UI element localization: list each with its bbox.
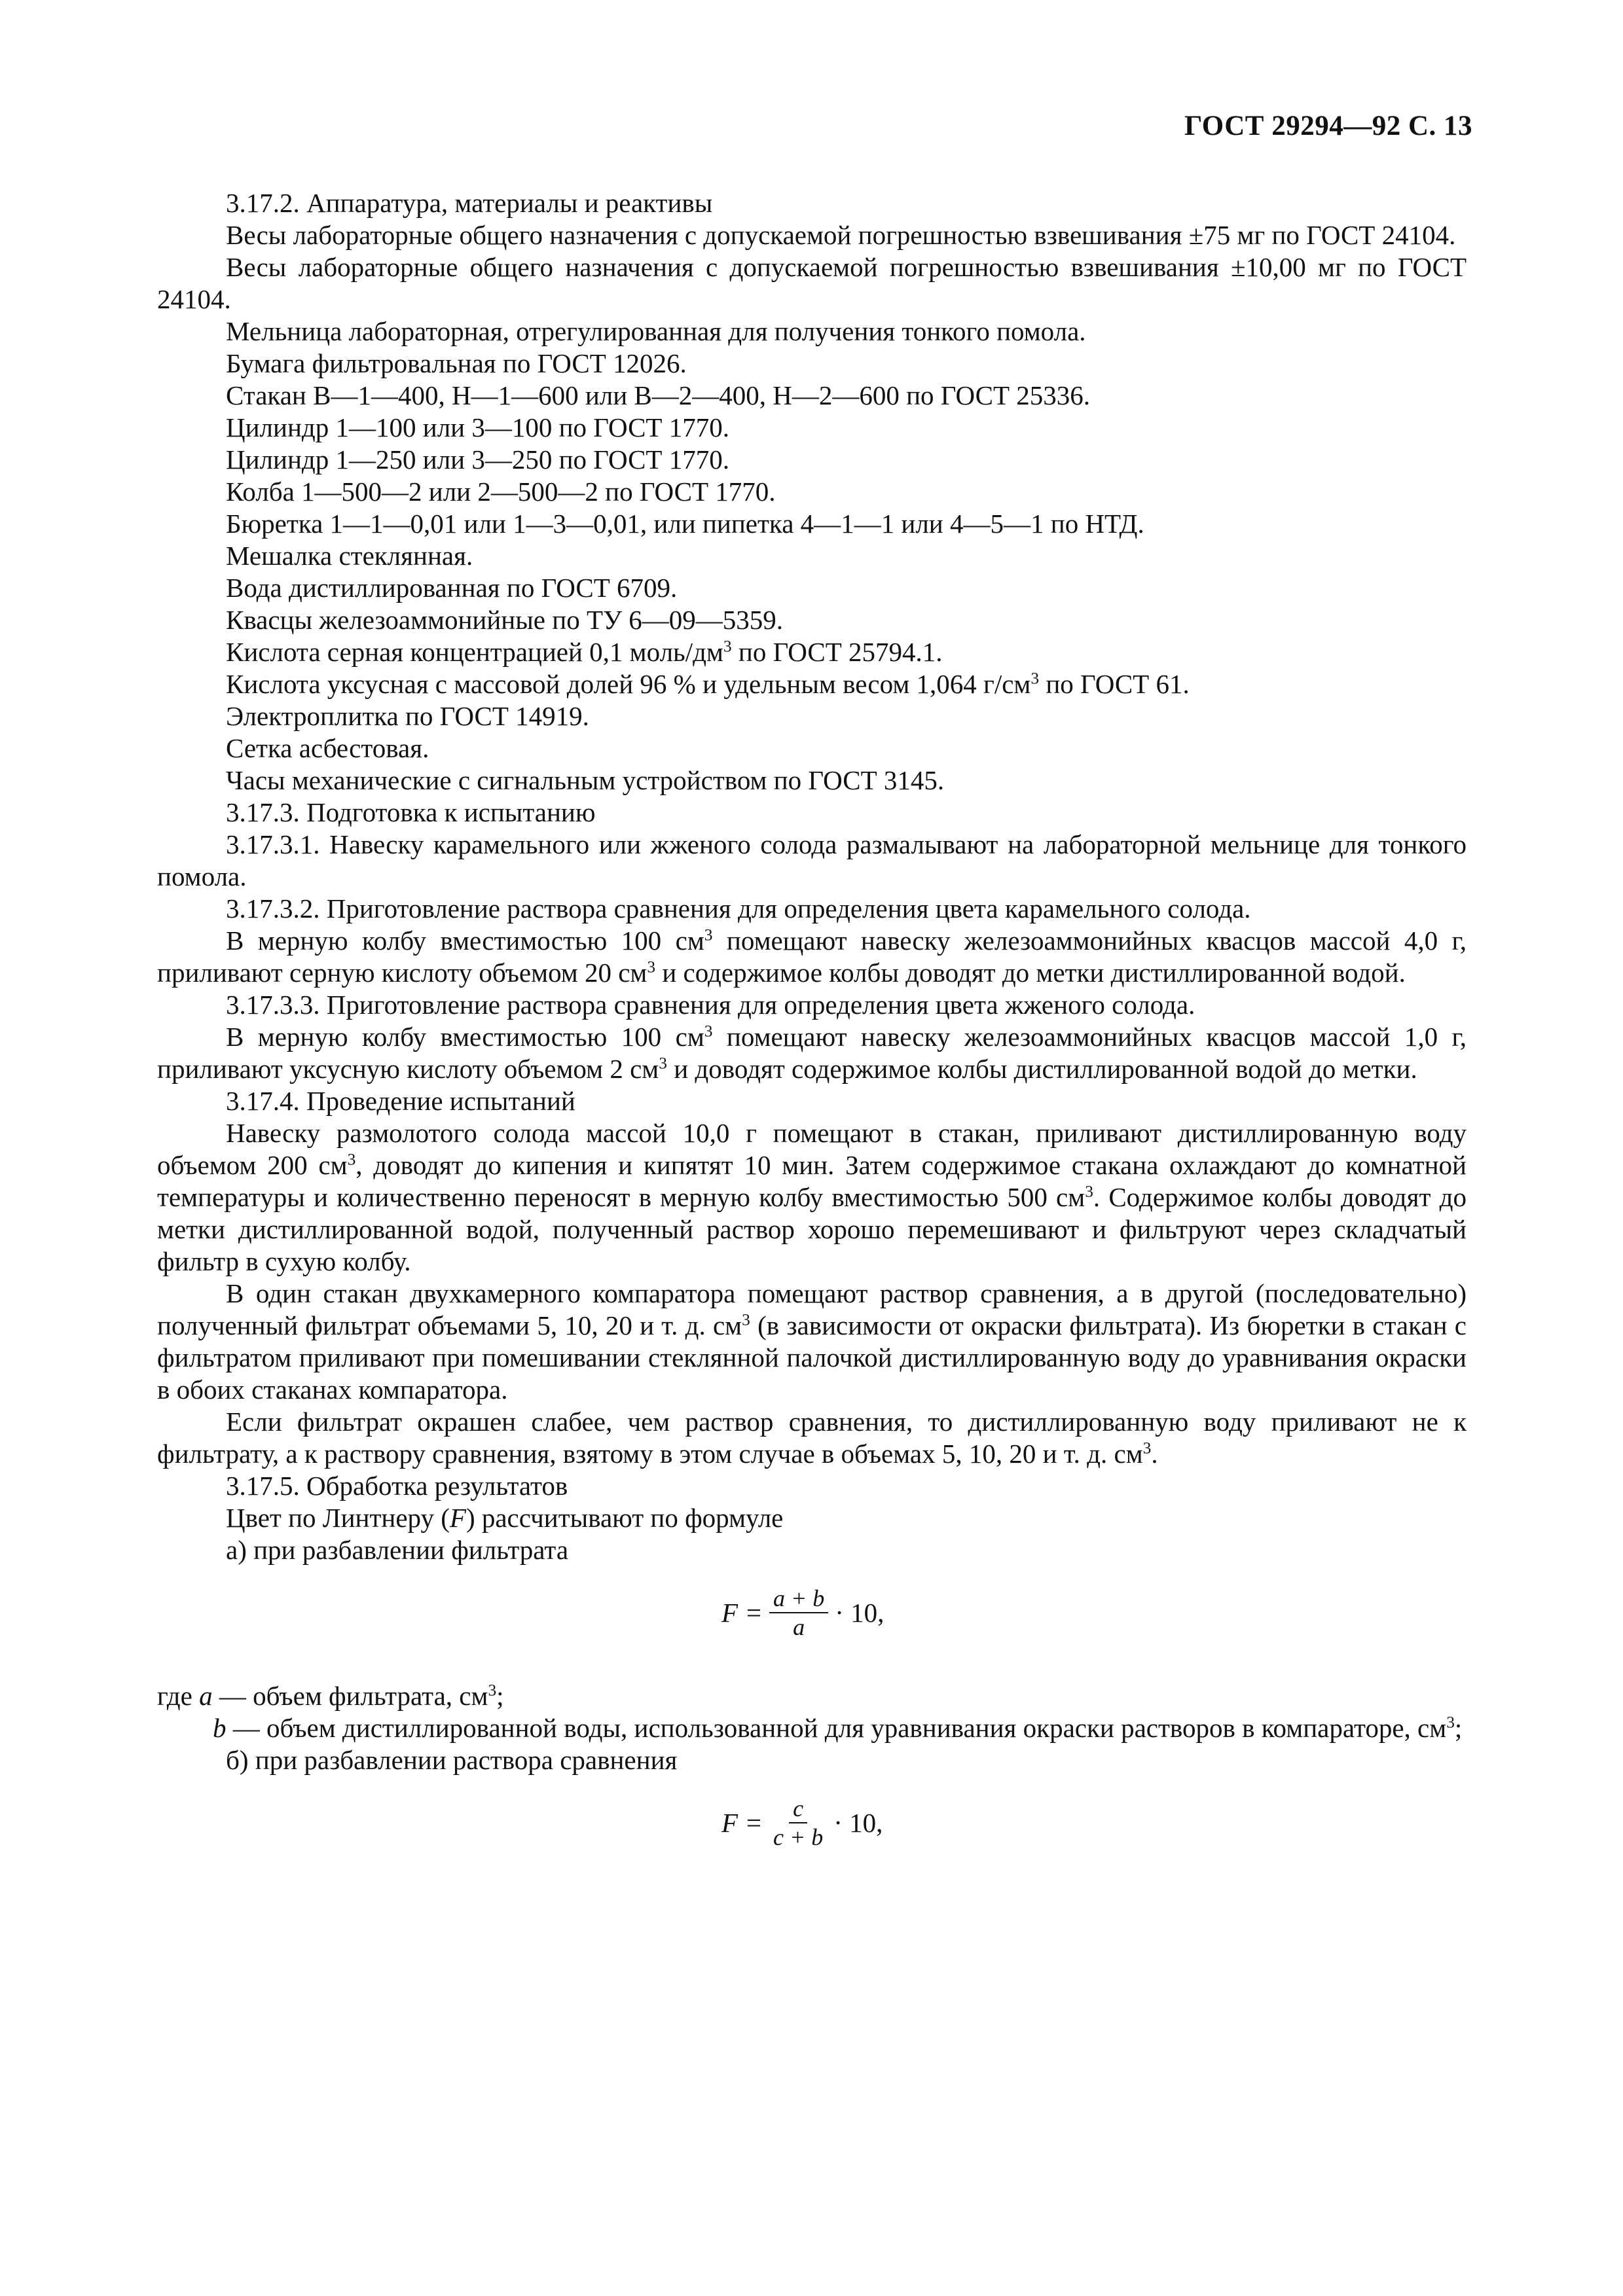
equipment-item: Стакан В—1—400, Н—1—600 или В—2—400, Н—2—600 по ГОСТ 25336. (226, 380, 1090, 410)
fraction (769, 1795, 827, 1851)
equipment-item: Колба 1—500—2 или 2—500—2 по ГОСТ 1770. (226, 476, 776, 507)
equipment-item: Вода дистиллированная по ГОСТ 6709. (226, 573, 678, 603)
section-heading: 3.17.5. Обработка результатов (226, 1471, 568, 1501)
formula-lhs: F = (721, 1807, 763, 1838)
formula-lhs: F = (721, 1597, 763, 1628)
fraction (769, 1585, 828, 1641)
paragraph: 3.17.3.1. Навеску карамельного или жженого солода размалывают на лабораторной мельнице для тонкого помола. (157, 829, 1467, 891)
equipment-item: Кислота уксусная с массовой долей 96 % и удельным весом 1,064 $г/см^3$ по ГОСТ 61. (226, 669, 1190, 699)
page-header: ГОСТ 29294—92 С. 13 (1184, 111, 1472, 141)
paragraph: В мерную колбу вместимостью 100 $см^3$ помещают навеску железоаммонийных квасцов массой 4,0 г, приливают серную кислоту объемом 20 $см^3$ и содержимое колбы доводят до метки дистиллированной водой. (157, 925, 1467, 988)
equipment-item: Кислота серная концентрацией 0,1 моль/$дм^3$ по ГОСТ 25794.1. (226, 637, 943, 667)
formula-filtrate-dilution (157, 1579, 1467, 1677)
equipment-item: Часы механические с сигнальным устройством по ГОСТ 3145. (226, 765, 945, 795)
section-heading: 3.17.3. Подготовка к испытанию (226, 797, 596, 827)
legend-a: где a — объем фильтрата, $см^3$; (157, 1681, 504, 1711)
formula-rhs: · 10, (835, 1597, 884, 1628)
fraction-numerator: c (789, 1795, 807, 1823)
equipment-item: Цилиндр 1—100 или 3—100 по ГОСТ 1770. (226, 412, 729, 442)
equipment-item: Весы лабораторные общего назначения с допускаемой погрешностью взвешивания ±75 мг по ГОСТ 24104. (226, 220, 1456, 250)
paragraph: В один стакан двухкамерного компаратора помещают раствор сравнения, а в другой (последовательно) полученный фильтрат объемами 5, 10, 20 и т. д. $см^3$ (в зависимости от окраски фильтрата). Из бюретки в стакан с фильтратом приливают при помешивании стеклянной палочкой дистиллированную воду до уравнивания окраски в обоих стаканах компаратора. (157, 1278, 1467, 1405)
paragraph: Если фильтрат окрашен слабее, чем раствор сравнения, то дистиллированную воду приливают не к фильтрату, а к раствору сравнения, взятому в этом случае в объемах 5, 10, 20 и т. д. $см^3$. (157, 1407, 1467, 1469)
case-label: а) при разбавлении фильтрата (226, 1535, 569, 1565)
equipment-item: Весы лабораторные общего назначения с допускаемой погрешностью взвешивания ±10,00 мг по ГОСТ 24104. (157, 252, 1467, 314)
fraction-denominator: a (793, 1614, 805, 1640)
case-label: б) при разбавлении раствора сравнения (226, 1745, 678, 1775)
section-heading: 3.17.2. Аппаратура, материалы и реактивы (226, 188, 713, 218)
equipment-item: Бумага фильтровальная по ГОСТ 12026. (226, 348, 687, 378)
formula-reference-dilution (157, 1789, 1467, 1888)
equipment-item: Сетка асбестовая. (226, 733, 429, 763)
paragraph: В мерную колбу вместимостью 100 $см^3$ помещают навеску железоаммонийных квасцов массой 1,0 г, приливают уксусную кислоту объемом 2 $см^3$ и доводят содержимое колбы дистиллированной водой до метки. (157, 1022, 1467, 1084)
paragraph: Цвет по Линтнеру (F) рассчитывают по формуле (226, 1503, 784, 1533)
fraction-denominator: c + b (773, 1824, 824, 1850)
legend-b: b — объем дистиллированной воды, использованной для уравнивания окраски растворов в компараторе, $см^3$; (213, 1713, 1463, 1743)
equipment-item: Мешалка стеклянная. (226, 541, 473, 571)
equipment-item: Бюретка 1—1—0,01 или 1—3—0,01, или пипетка 4—1—1 или 4—5—1 по НТД. (226, 509, 1144, 539)
section-heading: 3.17.4. Проведение испытаний (226, 1086, 575, 1116)
fraction-numerator: a + b (769, 1585, 828, 1613)
paragraph: 3.17.3.2. Приготовление раствора сравнения для определения цвета карамельного солода. (226, 893, 1251, 924)
formula-rhs: · 10, (833, 1807, 883, 1838)
paragraph: Навеску размолотого солода массой 10,0 г помещают в стакан, приливают дистиллированную воду объемом 200 $см^3$, доводят до кипения и кипятят 10 мин. Затем содержимое стакана охлаждают до комнатной температуры и количественно переносят в мерную колбу вместимостью 500 $см^3$. Содержимое колбы доводят до метки дистиллированной водой, полученный раствор хорошо перемешивают и фильтруют через складчатый фильтр в сухую колбу. (157, 1118, 1467, 1276)
paragraph: 3.17.3.3. Приготовление раствора сравнения для определения цвета жженого солода. (226, 990, 1195, 1020)
equipment-item: Мельница лабораторная, отрегулированная для получения тонкого помола. (226, 316, 1086, 346)
equipment-item: Квасцы железоаммонийные по ТУ 6—09—5359. (226, 605, 784, 635)
equipment-item: Цилиндр 1—250 или 3—250 по ГОСТ 1770. (226, 444, 729, 475)
equipment-item: Электроплитка по ГОСТ 14919. (226, 701, 589, 731)
document-body (157, 187, 1467, 1890)
